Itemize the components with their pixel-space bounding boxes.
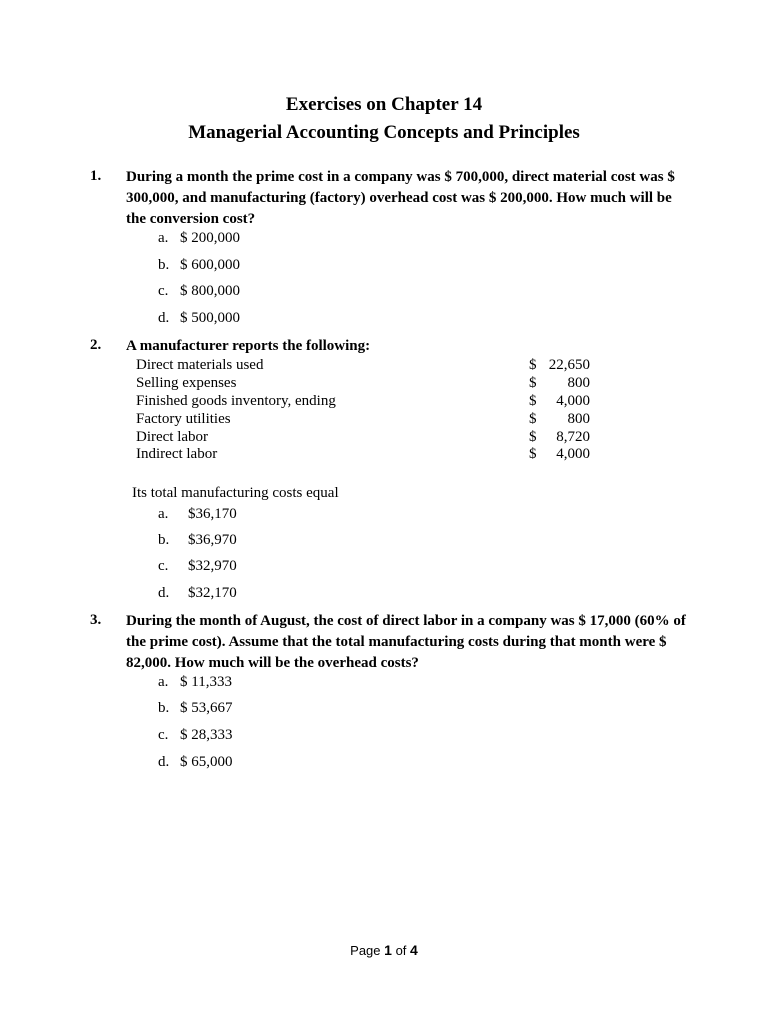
option-value: $ 28,333 <box>180 727 233 743</box>
option-letter: c. <box>158 727 169 743</box>
option-value: $32,970 <box>188 558 237 574</box>
option-letter: d. <box>158 310 170 326</box>
table-row-label: Indirect labor <box>136 446 218 462</box>
question-3-option-d <box>158 754 233 771</box>
option-value: $ 200,000 <box>180 230 240 246</box>
table-row-label: Selling expenses <box>136 375 237 391</box>
question-2-prompt: Its total manufacturing costs equal <box>132 485 339 501</box>
option-value: $ 53,667 <box>180 700 233 716</box>
option-value: $ 600,000 <box>180 257 240 273</box>
option-value: $32,170 <box>188 585 237 601</box>
table-row-amount: 8,720 <box>556 429 590 445</box>
option-letter: d. <box>158 585 170 601</box>
question-1-option-a <box>158 230 240 247</box>
option-letter: a. <box>158 230 169 246</box>
table-row-amount: 22,650 <box>548 357 590 373</box>
table-row-label: Finished goods inventory, ending <box>136 393 336 409</box>
table-row-dollar: $ <box>529 446 537 462</box>
question-2-option-d <box>158 585 237 602</box>
table-row-dollar: $ <box>529 357 537 373</box>
table-row-amount: 4,000 <box>556 393 590 409</box>
option-letter: c. <box>158 283 169 299</box>
option-letter: d. <box>158 754 170 770</box>
question-3-text: During the month of August, the cost of direct labor in a company was $ 17,000 (60% of the prime cost). Assume that the total manufacturing costs during that month were $ 82,000. How much will be the overhead costs? <box>126 613 686 671</box>
option-value: $ 800,000 <box>180 283 240 299</box>
table-row-dollar: $ <box>529 429 537 445</box>
option-letter: b. <box>158 532 170 548</box>
option-letter: c. <box>158 558 169 574</box>
question-1-option-b <box>158 257 240 274</box>
page-total: 4 <box>410 942 418 958</box>
question-1-number: 1. <box>90 168 102 184</box>
option-letter: a. <box>158 506 169 522</box>
question-3-option-b <box>158 700 233 717</box>
question-1-option-c <box>158 283 240 300</box>
of-word: of <box>395 943 407 958</box>
question-3-option-c <box>158 727 233 744</box>
option-value: $ 500,000 <box>180 310 240 326</box>
table-row-amount: 800 <box>567 375 590 391</box>
question-3-number: 3. <box>90 612 102 628</box>
table-row-label: Direct materials used <box>136 357 264 373</box>
document-subtitle: Managerial Accounting Concepts and Principles <box>188 122 580 143</box>
option-value: $36,170 <box>188 506 237 522</box>
question-2-option-a <box>158 506 237 523</box>
question-2-option-c <box>158 558 237 575</box>
table-row-label: Direct labor <box>136 429 209 445</box>
question-2-option-b <box>158 532 237 549</box>
question-3-option-a <box>158 674 232 691</box>
table-row-dollar: $ <box>529 393 537 409</box>
page-word: Page <box>350 943 381 958</box>
option-value: $ 11,333 <box>180 674 232 690</box>
table-row-dollar: $ <box>529 411 537 427</box>
option-letter: b. <box>158 257 170 273</box>
option-letter: a. <box>158 674 169 690</box>
table-row-dollar: $ <box>529 375 537 391</box>
question-1-text: During a month the prime cost in a company was $ 700,000, direct material cost was $ 300,000, and manufacturing (factory) overhead cost was $ 200,000. How much will be the conversion cost? <box>126 169 675 227</box>
option-value: $ 65,000 <box>180 754 233 770</box>
page-current: 1 <box>384 942 392 958</box>
document-title: Exercises on Chapter 14 <box>285 94 483 115</box>
question-1-option-d <box>158 310 240 327</box>
table-row-label: Factory utilities <box>136 411 231 427</box>
question-2-number: 2. <box>90 337 102 353</box>
table-row-amount: 4,000 <box>556 446 590 462</box>
option-value: $36,970 <box>188 532 237 548</box>
table-row-amount: 800 <box>567 411 590 427</box>
page-footer <box>0 942 768 958</box>
option-letter: b. <box>158 700 170 716</box>
question-2-text: A manufacturer reports the following: <box>126 338 371 354</box>
